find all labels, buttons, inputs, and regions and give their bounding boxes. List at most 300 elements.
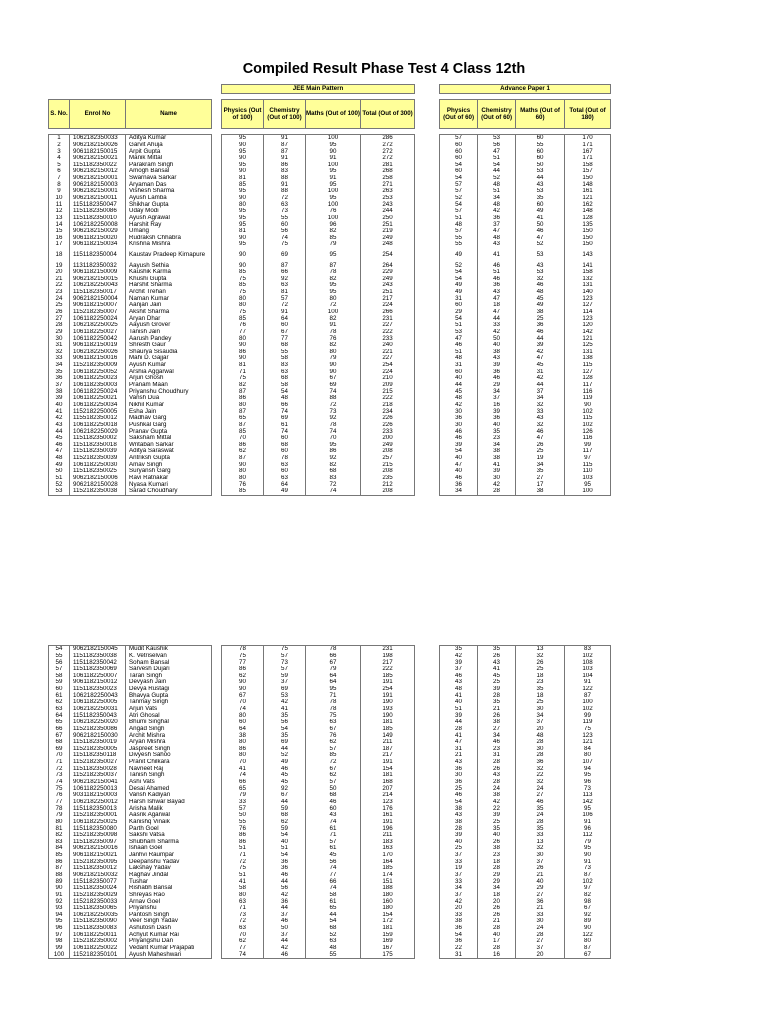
adv-maths-cell: 36	[516, 759, 565, 766]
total-cell: 251	[361, 289, 415, 296]
maths-cell: 70	[306, 435, 361, 442]
total-cell: 218	[361, 402, 415, 409]
sno-cell: 99	[49, 945, 70, 952]
physics-cell: 51	[222, 872, 264, 879]
maths-cell: 62	[306, 772, 361, 779]
adv-physics-cell: 52	[440, 195, 478, 202]
adv-total-cell: 67	[565, 951, 611, 958]
chemistry-cell: 75	[264, 241, 306, 248]
adv-total-cell: 123	[565, 315, 611, 322]
chemistry-cell: 44	[264, 746, 306, 753]
physics-cell: 76	[222, 322, 264, 329]
adv-total-cell: 122	[565, 932, 611, 939]
table-row	[49, 282, 719, 289]
table-row	[49, 938, 719, 945]
adv-total-cell: 117	[565, 448, 611, 455]
adv-total-cell: 171	[565, 155, 611, 162]
table-row	[49, 488, 719, 495]
enrol-cell: 1152182350029	[70, 892, 126, 899]
maths-cell: 63	[306, 719, 361, 726]
adv-chemistry-cell: 31	[478, 752, 516, 759]
adv-total-cell: 138	[565, 355, 611, 362]
adv-chemistry-cell: 40	[478, 932, 516, 939]
total-cell: 200	[361, 435, 415, 442]
adv-physics-cell: 25	[440, 845, 478, 852]
maths-cell: 67	[306, 375, 361, 382]
adv-physics-cell: 31	[440, 951, 478, 958]
adv-physics-cell: 54	[440, 448, 478, 455]
maths-cell: 95	[306, 181, 361, 188]
adv-total-cell: 96	[565, 825, 611, 832]
adv-physics-cell: 51	[440, 349, 478, 356]
maths-cell: 88	[306, 395, 361, 402]
maths-cell: 100	[306, 188, 361, 195]
enrol-cell: 1061182250025	[70, 819, 126, 826]
name-cell: Shresth Gaur	[126, 342, 212, 349]
adv-maths-cell: 30	[516, 706, 565, 713]
maths-cell: 57	[306, 779, 361, 786]
chemistry-cell: 91	[264, 309, 306, 316]
maths-cell: 55	[306, 951, 361, 958]
physics-cell: 78	[222, 646, 264, 653]
total-cell: 175	[361, 951, 415, 958]
chemistry-cell: 88	[264, 175, 306, 182]
maths-cell: 79	[306, 355, 361, 362]
adv-chemistry-cell: 34	[478, 388, 516, 395]
adv-total-cell: 67	[565, 905, 611, 912]
sno-cell: 73	[49, 772, 70, 779]
sno-cell: 57	[49, 666, 70, 673]
physics-cell: 90	[222, 679, 264, 686]
total-cell: 226	[361, 422, 415, 429]
table-row	[49, 468, 719, 475]
total-cell: 258	[361, 175, 415, 182]
sno-cell: 17	[49, 241, 70, 248]
maths-cell: 82	[306, 462, 361, 469]
enrol-cell: 9062182150006	[70, 475, 126, 482]
adv-chemistry-cell: 28	[478, 865, 516, 872]
physics-cell: 81	[222, 362, 264, 369]
adv-physics-cell: 41	[440, 692, 478, 699]
adv-maths-cell: 30	[516, 918, 565, 925]
chemistry-cell: 63	[264, 282, 306, 289]
adv-total-cell: 87	[565, 692, 611, 699]
adv-chemistry-cell: 43	[478, 241, 516, 248]
total-cell: 154	[361, 766, 415, 773]
total-cell: 208	[361, 448, 415, 455]
adv-total-cell: 84	[565, 746, 611, 753]
name-cell: Pushkal Garg	[126, 422, 212, 429]
adv-chemistry-cell: 36	[478, 415, 516, 422]
sno-cell: 63	[49, 706, 70, 713]
name-cell: Vansh Dua	[126, 395, 212, 402]
adv-maths-cell: 18	[516, 673, 565, 680]
total-cell: 219	[361, 228, 415, 235]
total-cell: 243	[361, 201, 415, 208]
chemistry-cell: 66	[264, 402, 306, 409]
table-row	[49, 241, 719, 248]
adv-physics-cell: 30	[440, 772, 478, 779]
adv-chemistry-cell: 37	[478, 221, 516, 228]
maths-cell: 68	[306, 468, 361, 475]
adv-chemistry-cell: 42	[478, 208, 516, 215]
name-cell: Shaurya Sisaudia	[126, 349, 212, 356]
name-cell: Veer Singh Yadav	[126, 918, 212, 925]
total-cell: 191	[361, 759, 415, 766]
adv-physics-cell: 60	[440, 148, 478, 155]
name-cell: Aditya Saraswat	[126, 448, 212, 455]
enrol-cell: 1152182350005	[70, 746, 126, 753]
name-cell: Shikhar Gupta	[126, 201, 212, 208]
adv-total-cell: 116	[565, 435, 611, 442]
table-row	[49, 812, 719, 819]
maths-cell: 71	[306, 832, 361, 839]
adv-physics-cell: 54	[440, 162, 478, 169]
enrol-cell: 9062182150030	[70, 732, 126, 739]
table-row	[49, 666, 719, 673]
enrol-cell: 1151182350002	[70, 435, 126, 442]
total-cell: 163	[361, 845, 415, 852]
table-row	[49, 475, 719, 482]
sno-cell: 68	[49, 739, 70, 746]
name-cell: Devya Rustagi	[126, 686, 212, 693]
chemistry-cell: 92	[264, 785, 306, 792]
name-cell: Navneet Raj	[126, 766, 212, 773]
adv-maths-cell: 53	[516, 168, 565, 175]
adv-maths-cell: 47	[516, 435, 565, 442]
maths-cell: 96	[306, 221, 361, 228]
total-cell: 224	[361, 302, 415, 309]
total-cell: 254	[361, 248, 415, 262]
sno-cell: 59	[49, 679, 70, 686]
adv-total-cell: 95	[565, 772, 611, 779]
enrol-cell: 9061182150034	[70, 241, 126, 248]
adv-total-cell: 92	[565, 912, 611, 919]
adv-chemistry-cell: 29	[478, 872, 516, 879]
adv-total-cell: 95	[565, 845, 611, 852]
adv-maths-cell: 35	[516, 686, 565, 693]
adv-maths-cell: 27	[516, 938, 565, 945]
total-cell: 222	[361, 666, 415, 673]
adv-physics-cell: 36	[440, 925, 478, 932]
table-row	[49, 295, 719, 302]
physics-cell: 85	[222, 269, 264, 276]
enrol-cell: 1151182350028	[70, 766, 126, 773]
chemistry-cell: 49	[264, 488, 306, 495]
name-cell: Vishesh Sharma	[126, 188, 212, 195]
physics-cell: 57	[222, 805, 264, 812]
adv-total-cell: 91	[565, 679, 611, 686]
total-cell: 226	[361, 415, 415, 422]
name-cell: Saksham Mittal	[126, 435, 212, 442]
adv-chemistry-cell: 28	[478, 759, 516, 766]
table-row	[49, 235, 719, 242]
enrol-cell: 1152182350001	[70, 812, 126, 819]
table-row	[49, 752, 719, 759]
adv-total-cell: 83	[565, 646, 611, 653]
total-cell: 191	[361, 679, 415, 686]
maths-cell: 100	[306, 309, 361, 316]
chemistry-cell: 87	[264, 262, 306, 269]
physics-cell: 80	[222, 752, 264, 759]
physics-cell: 85	[222, 428, 264, 435]
name-cell: Harshit Ray	[126, 221, 212, 228]
name-cell: Aayush Sethia	[126, 262, 212, 269]
total-cell: 190	[361, 699, 415, 706]
chemistry-cell: 64	[264, 481, 306, 488]
sno-cell: 75	[49, 785, 70, 792]
total-cell: 217	[361, 752, 415, 759]
name-cell: Tanish Jain	[126, 329, 212, 336]
name-cell: Jaspreet Singh	[126, 746, 212, 753]
table-row	[49, 435, 719, 442]
sno-cell: 71	[49, 759, 70, 766]
enrol-cell: 1152182350095	[70, 859, 126, 866]
chemistry-cell: 36	[264, 865, 306, 872]
name-cell: Achyut Kumar Rai	[126, 932, 212, 939]
adv-chemistry-cell: 36	[478, 282, 516, 289]
maths-cell: 95	[306, 248, 361, 262]
table-row	[49, 462, 719, 469]
adv-maths-cell: 25	[516, 315, 565, 322]
adv-physics-cell: 53	[440, 329, 478, 336]
chemistry-cell: 68	[264, 442, 306, 449]
adv-total-cell: 102	[565, 878, 611, 885]
adv-chemistry-cell: 26	[478, 766, 516, 773]
sno-cell: 14	[49, 221, 70, 228]
adv-physics-cell: 42	[440, 653, 478, 660]
adv-chemistry-cell: 56	[478, 142, 516, 149]
adv-maths-cell: 48	[516, 732, 565, 739]
enrol-cell: 1151182350024	[70, 885, 126, 892]
total-cell: 214	[361, 792, 415, 799]
chemistry-cell: 45	[264, 779, 306, 786]
adv-maths-cell: 34	[516, 395, 565, 402]
adv-chemistry-cell: 34	[478, 442, 516, 449]
adv-physics-cell: 33	[440, 912, 478, 919]
adv-total-cell: 103	[565, 666, 611, 673]
total-cell: 169	[361, 938, 415, 945]
enrol-cell: 9062182150041	[70, 779, 126, 786]
adv-total-cell: 131	[565, 349, 611, 356]
total-cell: 208	[361, 488, 415, 495]
adv-chemistry-cell: 39	[478, 468, 516, 475]
sno-cell: 79	[49, 812, 70, 819]
total-cell: 185	[361, 673, 415, 680]
chemistry-cell: 68	[264, 812, 306, 819]
adv-physics-cell: 57	[440, 188, 478, 195]
sno-cell: 94	[49, 912, 70, 919]
adv-total-cell: 119	[565, 719, 611, 726]
table-row	[49, 342, 719, 349]
adv-chemistry-cell: 47	[478, 148, 516, 155]
physics-cell: 90	[222, 235, 264, 242]
table-row	[49, 898, 719, 905]
physics-cell: 80	[222, 335, 264, 342]
chemistry-cell: 44	[264, 799, 306, 806]
enrol-cell: 1151182350043	[70, 712, 126, 719]
chemistry-cell: 58	[264, 382, 306, 389]
total-cell: 249	[361, 442, 415, 449]
adv-chemistry-cell: 40	[478, 422, 516, 429]
name-cell: Harsh Ishwar Bayad	[126, 799, 212, 806]
maths-cell: 78	[306, 646, 361, 653]
name-cell: Bhavya Gupta	[126, 692, 212, 699]
adv-physics-cell: 40	[440, 699, 478, 706]
chemistry-cell: 88	[264, 188, 306, 195]
adv-physics-cell: 39	[440, 712, 478, 719]
col-header-enrol: Enrol No	[70, 100, 126, 129]
maths-cell: 95	[306, 289, 361, 296]
total-cell: 263	[361, 188, 415, 195]
enrol-cell: 1061182250023	[70, 375, 126, 382]
table-row	[49, 428, 719, 435]
adv-total-cell: 121	[565, 335, 611, 342]
adv-maths-cell: 49	[516, 302, 565, 309]
physics-cell: 90	[222, 262, 264, 269]
total-cell: 193	[361, 706, 415, 713]
adv-total-cell: 120	[565, 322, 611, 329]
enrol-cell: 1152182350038	[70, 488, 126, 495]
total-cell: 229	[361, 269, 415, 276]
table-row	[49, 892, 719, 899]
table-row	[49, 362, 719, 369]
adv-physics-cell: 46	[440, 673, 478, 680]
sno-cell: 47	[49, 448, 70, 455]
table-row	[49, 859, 719, 866]
sno-cell: 89	[49, 878, 70, 885]
chemistry-cell: 72	[264, 302, 306, 309]
enrol-cell: 1061182250005	[70, 699, 126, 706]
chemistry-cell: 54	[264, 832, 306, 839]
adv-maths-cell: 53	[516, 248, 565, 262]
adv-maths-cell: 45	[516, 295, 565, 302]
maths-cell: 92	[306, 415, 361, 422]
maths-cell: 83	[306, 475, 361, 482]
adv-total-cell: 127	[565, 369, 611, 376]
table-row	[49, 181, 719, 188]
maths-cell: 54	[306, 918, 361, 925]
adv-maths-cell: 44	[516, 335, 565, 342]
adv-physics-cell: 40	[440, 375, 478, 382]
adv-total-cell: 119	[565, 395, 611, 402]
total-cell: 170	[361, 852, 415, 859]
adv-total-cell: 142	[565, 329, 611, 336]
adv-chemistry-cell: 17	[478, 938, 516, 945]
physics-cell: 75	[222, 289, 264, 296]
total-cell: 240	[361, 342, 415, 349]
enrol-cell: 1061182250021	[70, 395, 126, 402]
sno-cell: 21	[49, 276, 70, 283]
chemistry-cell: 42	[264, 892, 306, 899]
maths-cell: 73	[306, 408, 361, 415]
enrol-cell: 9061182150009	[70, 269, 126, 276]
name-cell: Nyasa Kumari	[126, 481, 212, 488]
total-cell: 254	[361, 362, 415, 369]
chemistry-cell: 45	[264, 772, 306, 779]
chemistry-cell: 46	[264, 872, 306, 879]
name-cell: Archit Mishra	[126, 732, 212, 739]
sno-cell: 26	[49, 309, 70, 316]
adv-physics-cell: 31	[440, 362, 478, 369]
maths-cell: 76	[306, 732, 361, 739]
maths-cell: 74	[306, 819, 361, 826]
col-header-adv-total: Total (Out of 180)	[565, 100, 611, 129]
total-cell: 164	[361, 859, 415, 866]
adv-physics-cell: 43	[440, 759, 478, 766]
adv-physics-cell: 36	[440, 481, 478, 488]
table-row	[49, 276, 719, 283]
physics-cell: 87	[222, 388, 264, 395]
maths-cell: 82	[306, 228, 361, 235]
adv-chemistry-cell: 42	[478, 481, 516, 488]
adv-total-cell: 127	[565, 302, 611, 309]
chemistry-cell: 42	[264, 699, 306, 706]
name-cell: K. Vetriselvan	[126, 653, 212, 660]
name-cell: Arjun Vats	[126, 706, 212, 713]
page-title: Compiled Result Phase Test 4 Class 12th	[242, 61, 526, 77]
adv-total-cell: 123	[565, 295, 611, 302]
enrol-cell: 1061182250027	[70, 329, 126, 336]
physics-cell: 67	[222, 692, 264, 699]
chemistry-cell: 69	[264, 415, 306, 422]
physics-cell: 72	[222, 918, 264, 925]
name-cell: Mudit Kaushik	[126, 646, 212, 653]
total-cell: 231	[361, 646, 415, 653]
total-cell: 268	[361, 168, 415, 175]
name-cell: Amogh Bansal	[126, 168, 212, 175]
sno-cell: 45	[49, 435, 70, 442]
adv-chemistry-cell: 16	[478, 402, 516, 409]
adv-maths-cell: 32	[516, 276, 565, 283]
adv-maths-cell: 32	[516, 766, 565, 773]
adv-chemistry-cell: 26	[478, 912, 516, 919]
table-row	[49, 819, 719, 826]
adv-chemistry-cell: 26	[478, 839, 516, 846]
adv-maths-cell: 36	[516, 322, 565, 329]
chemistry-cell: 37	[264, 679, 306, 686]
adv-maths-cell: 26	[516, 442, 565, 449]
total-cell: 217	[361, 295, 415, 302]
name-cell: Sarad Choudhary	[126, 488, 212, 495]
chemistry-cell: 58	[264, 355, 306, 362]
results-rows-part-1	[49, 135, 719, 496]
table-row	[49, 155, 719, 162]
chemistry-cell: 78	[264, 455, 306, 462]
adv-maths-cell: 22	[516, 772, 565, 779]
sno-cell: 69	[49, 746, 70, 753]
name-cell: Pranav Gupta	[126, 428, 212, 435]
total-cell: 181	[361, 772, 415, 779]
table-row	[49, 481, 719, 488]
total-cell: 190	[361, 712, 415, 719]
results-table-part-2	[48, 645, 719, 959]
sno-cell: 74	[49, 779, 70, 786]
adv-physics-cell: 34	[440, 488, 478, 495]
enrol-cell: 1152182350101	[70, 951, 126, 958]
table-row	[49, 945, 719, 952]
enrol-cell: 9062182150026	[70, 142, 126, 149]
chemistry-cell: 64	[264, 315, 306, 322]
enrol-cell: 9062182150029	[70, 228, 126, 235]
col-header-chemistry: Chemistry (Out of 100)	[264, 100, 306, 129]
adv-total-cell: 117	[565, 382, 611, 389]
adv-physics-cell: 37	[440, 892, 478, 899]
enrol-cell: 1061182250024	[70, 388, 126, 395]
adv-physics-cell: 33	[440, 859, 478, 866]
table-row	[49, 799, 719, 806]
adv-physics-cell: 54	[440, 799, 478, 806]
